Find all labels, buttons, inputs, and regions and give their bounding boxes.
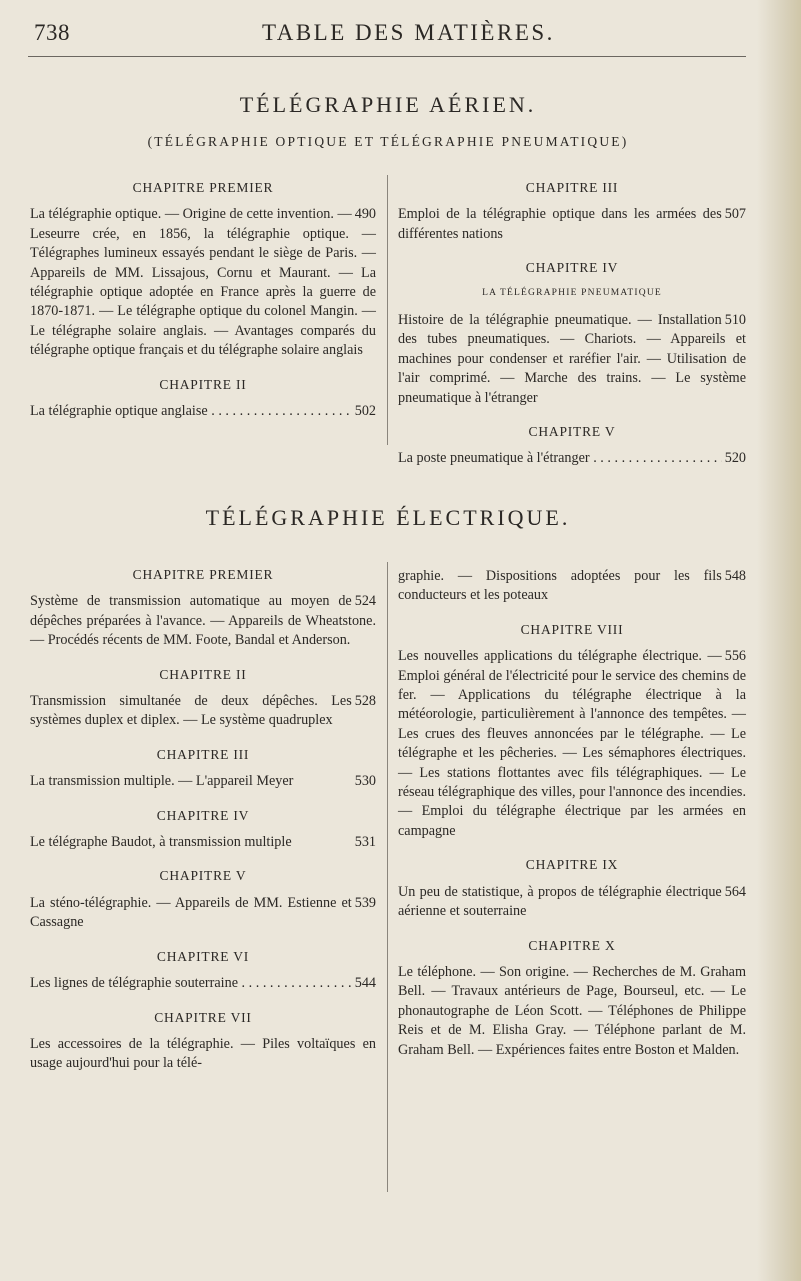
entry-page-number: 520: [724, 450, 746, 467]
entry-text: La poste pneumatique à l'étranger . . .: [398, 449, 722, 468]
chapter-heading: CHAPITRE V: [159, 868, 247, 884]
page-edge-shadow: [757, 0, 801, 1281]
entry-page-number: 490: [354, 206, 376, 223]
entry-page-number: 548: [724, 568, 746, 584]
chapter-heading: CHAPITRE VII: [154, 1009, 252, 1025]
toc-entry: [398, 963, 746, 1060]
entry-text: Le téléphone. — Son origine. — Recherches de M. Graham Bell. — Travaux antérieurs de Page, Bourseul, etc. — Le phonautographe de Léon Scott. — Téléphones de Philippe Reis et de M. Elisha Gray. — Téléphone parlant de M. Graham Bell. — Expériences faites entre Boston et Malden.: [398, 963, 746, 1058]
entry-text: La télégraphie optique anglaise . . .: [30, 402, 352, 421]
toc-entry: [30, 592, 376, 650]
column-divider: [387, 175, 388, 445]
chapter-heading: CHAPITRE III: [525, 180, 619, 195]
chapter-heading: CHAPITRE PREMIER: [132, 180, 274, 195]
entry-text: Un peu de statistique, à propos de télégraphie électrique aérienne et souterraine: [398, 883, 722, 920]
chapter-entry: [398, 178, 746, 244]
chapter-heading: CHAPITRE III: [156, 746, 250, 762]
entry-text: Les accessoires de la télégraphie. — Piles voltaïques en usage aujourd'hui pour la télé-: [30, 1035, 376, 1072]
chapter-entry: [30, 806, 376, 853]
section-title-electrique: TÉLÉGRAPHIE ÉLECTRIQUE.: [205, 505, 571, 530]
chapter-entry: [30, 1008, 376, 1074]
entry-page-number: 539: [354, 894, 376, 911]
entry-text: La sténo-télégraphie. — Appareils de MM. Estienne et Cassagne: [30, 894, 352, 931]
chapter-heading: CHAPITRE X: [528, 937, 616, 953]
aerien-right-column: [398, 178, 746, 483]
toc-entry: [30, 1035, 376, 1074]
chapter-heading: CHAPITRE VIII: [520, 621, 624, 637]
page-number: 738: [34, 20, 70, 45]
aerien-left-column: [30, 178, 376, 435]
entry-page-number: 544: [354, 975, 376, 992]
toc-entry: [398, 311, 746, 408]
chapter-heading: CHAPITRE V: [528, 424, 616, 440]
toc-entry: [30, 772, 376, 791]
toc-entry: [398, 883, 746, 922]
chapter-entry: [30, 665, 376, 731]
chapter-heading: CHAPITRE IX: [525, 857, 619, 873]
toc-entry: [398, 647, 746, 841]
header-rule: [28, 56, 746, 57]
running-head: [0, 14, 801, 58]
chapter-entry: [398, 855, 746, 921]
chapter-entry: [30, 745, 376, 792]
entry-page-number: 510: [724, 312, 746, 329]
chapter-entry: [30, 565, 376, 651]
entry-page-number: 530: [354, 773, 376, 790]
electrique-right-column: [398, 567, 746, 1074]
toc-entry: [398, 205, 746, 244]
chapter-heading: CHAPITRE II: [159, 376, 247, 392]
chapter-heading: CHAPITRE IV: [156, 807, 250, 823]
chapter-entry: [30, 947, 376, 994]
chapter-heading: CHAPITRE PREMIER: [132, 567, 274, 582]
column-divider: [387, 562, 388, 1192]
chapter-entry: [30, 375, 376, 422]
section-subtitle-aerien: (TÉLÉGRAPHIE OPTIQUE ET TÉLÉGRAPHIE PNEUMATIQUE): [147, 134, 629, 149]
toc-entry: [398, 567, 746, 606]
toc-entry: [30, 894, 376, 933]
chapter-entry: [398, 258, 746, 408]
entry-text: La télégraphie optique. — Origine de cette invention. — Leseurre crée, en 1856, la télégraphie optique. — Télégraphes lumineux essayés pendant le siège de Paris. — Appareils de MM. Lissajous, Cornu et Maurant. — La télégraphie optique adoptée en France après la guerre de 1870-1871. — Le télégraphe optique du colonel Mangin. — Le télégraphe solaire anglais. — Avantages comparés du télégraphe optique français et du télégraphe solaire anglais: [30, 206, 376, 359]
toc-entry: [30, 402, 376, 421]
entry-text: Transmission simultanée de deux dépêches. Les systèmes duplex et diplex. — Le système quadruplex: [30, 693, 352, 729]
entry-text: Histoire de la télégraphie pneumatique. — Installation des tubes pneumatiques. — Chariots. — Appareils et machines pour condenser et raréfier l'air. — Utilisation de l'air comprimé. — Marche des trains. — Le système pneumatique à l'étranger: [398, 312, 746, 406]
chapter-entry: [398, 936, 746, 1060]
chapter-heading: CHAPITRE IV: [525, 260, 619, 276]
entry-text: Emploi de la télégraphie optique dans les armées des différentes nations: [398, 206, 722, 242]
entry-page-number: 556: [724, 648, 746, 665]
entry-page-number: 528: [354, 693, 376, 710]
entry-text: Le télégraphe Baudot, à transmission multiple: [30, 834, 292, 851]
toc-entry: [30, 205, 376, 360]
toc-entry: [30, 833, 376, 852]
chapter-entry: [30, 178, 376, 361]
toc-entry: [398, 449, 746, 468]
chapter-entry: [398, 620, 746, 841]
entry-text: Système de transmission automatique au moyen de dépêches préparées à l'avance. — Appareils de Wheatstone. — Procédés récents de MM. Foote, Bandal et Anderson.: [30, 593, 376, 649]
entry-page-number: 507: [724, 206, 746, 223]
chapter-entry: [30, 866, 376, 932]
entry-page-number: 524: [354, 593, 376, 610]
entry-text: La transmission multiple. — L'appareil Meyer: [30, 773, 294, 790]
running-title: TABLE DES MATIÈRES.: [262, 20, 555, 45]
chapter-subheading: LA TÉLÉGRAPHIE PNEUMATIQUE: [482, 287, 662, 298]
electrique-left-column: [30, 565, 376, 1088]
chapter-entry: [398, 422, 746, 469]
chapter-heading: CHAPITRE II: [159, 666, 247, 682]
chapter-heading: CHAPITRE VI: [156, 948, 250, 964]
toc-entry: [30, 692, 376, 731]
entry-text: Les lignes de télégraphie souterraine . . .: [30, 974, 352, 993]
entry-text: graphie. — Dispositions adoptées pour les fils conducteurs et les poteaux: [398, 568, 722, 604]
entry-page-number: 531: [354, 834, 376, 851]
chapter-entry: [398, 567, 746, 606]
entry-page-number: 564: [724, 883, 746, 900]
entry-text: Les nouvelles applications du télégraphe électrique. — Emploi général de l'électricité pour le service des chemins de fer. — Applications du télégraphe électrique à la météorologie, particulièrement à l'annonce des tempêtes. — Les crues des fleuves annoncées par le télégraphe. — Le télégraphe et les pêcheries. — Les sémaphores électriques. — Les stations flottantes avec fils télégraphiques. — Le réseau télégraphique des villes, pour l'annonce des incendies. — Emploi du télégraphe électrique par les armées en campagne: [398, 648, 746, 839]
section-title-aerien: TÉLÉGRAPHIE AÉRIEN.: [239, 92, 537, 117]
toc-entry: [30, 974, 376, 993]
entry-page-number: 502: [354, 403, 376, 420]
